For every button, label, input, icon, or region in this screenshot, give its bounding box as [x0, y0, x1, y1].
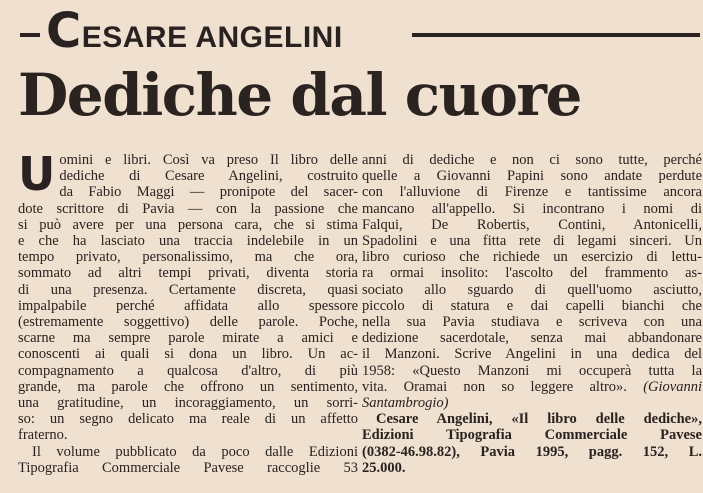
author-name-rest: ESARE ANGELINI — [81, 21, 343, 54]
text-line: libro curioso che richiede un esercizio di lettu- — [362, 249, 702, 266]
author-name — [46, 3, 343, 63]
credit-line: (0382-46.98.82), Pavia 1995, pagg. 152, L. — [362, 443, 702, 460]
text-line: mancano all'appello. Si incontrano i nomi di — [362, 200, 702, 217]
kicker-dash — [20, 33, 40, 37]
left-column — [18, 147, 358, 476]
text-line: nella sua Pavia studiava e scriveva con una — [362, 314, 702, 331]
credit-line: Cesare Angelini, «Il libro delle dediche», — [376, 411, 702, 428]
text-line: quelle a Giovanni Papini sono andate perdute — [362, 168, 702, 185]
author-initial: C — [46, 3, 82, 59]
text-line: fraterno. — [18, 427, 68, 444]
kicker-rule — [412, 33, 700, 37]
text-line: sommato ad altri tempi privati, diventa storia — [18, 265, 358, 282]
text-line: Spadolini e una fitta rete di legami sinceri. Un — [362, 233, 702, 250]
drop-cap: U — [18, 147, 56, 201]
text-line: 1958: «Questo Manzoni mi occuperà tutta la — [362, 362, 702, 379]
signature-surname: Santambrogio) — [362, 395, 449, 412]
text-line-with-signature — [362, 379, 702, 395]
text-line: da Fabio Maggi — pronipote del sacer- — [59, 184, 358, 201]
text-line: piccolo di statura e dai capelli bianchi che — [362, 297, 702, 314]
text-line: di una presenza. Certamente discreta, quasi — [18, 281, 358, 298]
text-line: anni di dediche e non ci sono tutte, perché — [362, 152, 702, 168]
text-line: dediche di Cesare Angelini, costruito — [59, 168, 358, 185]
text-line: si può avere per una persona cara, che si stima — [18, 216, 358, 233]
text-line: omini e libri. Così va preso Il libro delle — [59, 152, 358, 168]
author-kicker — [20, 3, 700, 59]
text-line: scarne ma sempre parole mirate a amici e — [18, 330, 358, 347]
text-line: compagnamento a qualcosa d'altro, di più — [18, 362, 358, 379]
text-line: (estremamente soggettivo) delle parole. Poche, — [18, 314, 358, 331]
text-line: con l'alluvione di Firenze e tantissime ancora — [362, 184, 702, 201]
right-column — [362, 152, 702, 476]
credit-line: Edizioni Tipografia Commerciale Pavese — [362, 427, 702, 444]
text-line: sociato allo sguardo di quell'uomo asciutto, — [362, 281, 702, 298]
text-line: so: un segno delicato ma reale di un affetto — [18, 411, 358, 428]
text-line: dedizione sacerdotale, senza mai abbandonare — [362, 330, 702, 347]
text-line: il Manzoni. Scrive Angelini in una dedica del — [362, 346, 702, 363]
text-line: grande, ma parole che offrono un sentimento, — [18, 378, 358, 395]
text-line: Tipografia Commerciale Pavese raccoglie 53 — [18, 459, 358, 476]
text-line: conoscenti ai quali si dona un libro. Un ac- — [18, 346, 358, 363]
text-line: una gratitudine, un incoraggiamento, un sorri- — [18, 395, 358, 412]
signature-name: (Giovanni — [643, 378, 702, 395]
text-fragment: vita. Oramai non so leggere altro». — [362, 378, 627, 395]
text-line: tempo privato, personalissimo, ma che ora, — [18, 249, 358, 266]
text-line: Falqui, De Robertis, Contini, Antonicelli, — [362, 216, 702, 233]
text-line: impalpabile perché affidata allo spessore — [18, 297, 358, 314]
text-line: Il volume pubblicato da poco dalle Edizioni — [32, 443, 358, 460]
text-line: e che ha lasciato una traccia indelebile in un — [18, 233, 358, 250]
credit-line: 25.000. — [362, 459, 406, 476]
text-line: dote scrittore di Pavia — con la passione che — [18, 200, 358, 217]
text-line: ra ormai insolito: l'ascolto del frammento as- — [362, 265, 702, 282]
headline: Dediche dal cuore — [18, 61, 581, 129]
